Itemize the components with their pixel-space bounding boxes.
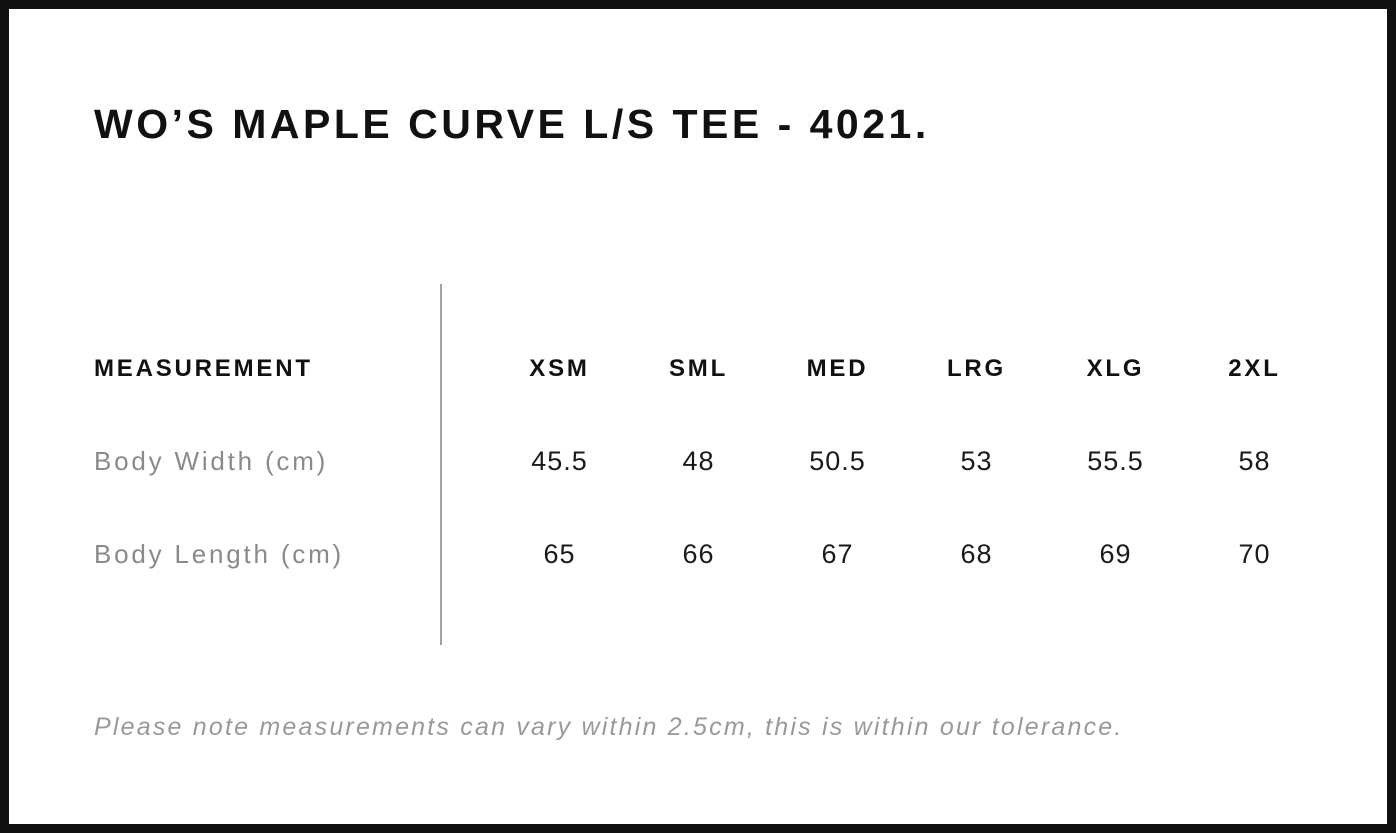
column-header-measurement: MEASUREMENT: [94, 354, 313, 382]
body-length-sml: 66: [682, 539, 715, 569]
row-label-body-width: Body Width (cm): [94, 446, 329, 476]
body-width-xlg: 55.5: [1087, 446, 1144, 476]
body-width-lrg: 53: [960, 446, 993, 476]
row-label-body-length: Body Length (cm): [94, 539, 345, 569]
column-header-med: MED: [806, 354, 869, 382]
body-length-xsm: 65: [543, 539, 576, 569]
size-table: [94, 322, 1324, 601]
column-header-sml: SML: [668, 354, 729, 382]
page-title: WO’S MAPLE CURVE L/S TEE - 4021.: [94, 101, 930, 147]
body-length-xlg: 69: [1099, 539, 1132, 569]
table-row-body-width: [94, 415, 1324, 508]
body-length-lrg: 68: [960, 539, 993, 569]
body-width-xsm: 45.5: [531, 446, 588, 476]
body-width-sml: 48: [682, 446, 715, 476]
body-width-2xl: 58: [1238, 446, 1271, 476]
tolerance-note: Please note measurements can vary within 2.5cm, this is within our tolerance.: [94, 713, 1124, 741]
body-width-med: 50.5: [809, 446, 866, 476]
table-header-row: [94, 322, 1324, 415]
column-header-xlg: XLG: [1086, 354, 1145, 382]
column-header-xsm: XSM: [529, 354, 590, 382]
body-length-med: 67: [821, 539, 854, 569]
column-header-lrg: LRG: [946, 354, 1007, 382]
column-header-2xl: 2XL: [1228, 354, 1281, 382]
table-row-body-length: [94, 508, 1324, 601]
body-length-2xl: 70: [1238, 539, 1271, 569]
